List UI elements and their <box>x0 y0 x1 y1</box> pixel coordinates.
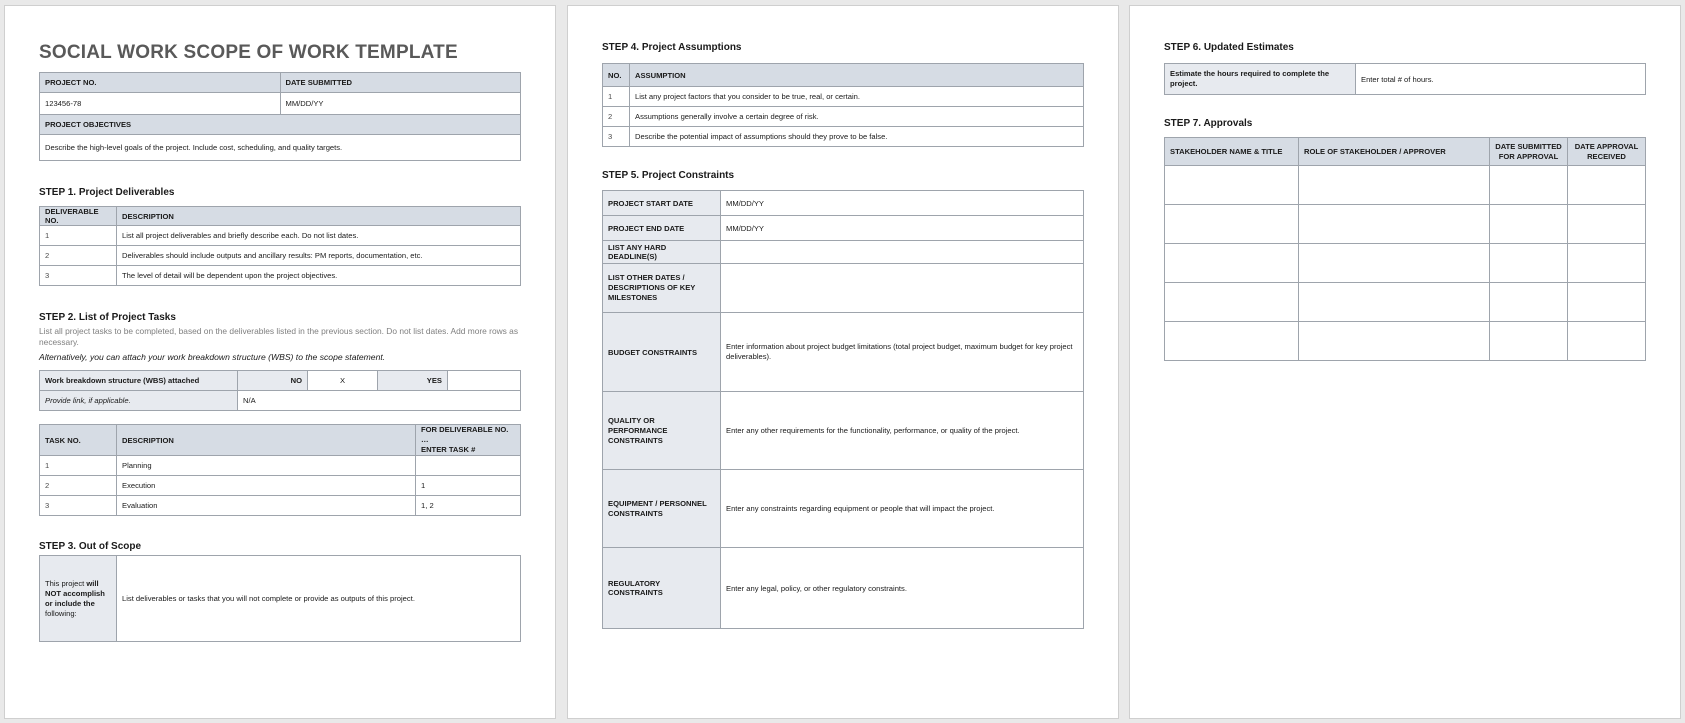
provide-link-field[interactable]: N/A <box>238 391 521 411</box>
stakeholder-name-header: STAKEHOLDER NAME & TITLE <box>1165 138 1299 166</box>
stakeholder-name-cell[interactable] <box>1165 205 1299 244</box>
budget-constraints-label: BUDGET CONSTRAINTS <box>603 313 721 392</box>
out-of-scope-label <box>40 556 117 642</box>
task-no[interactable]: 2 <box>40 476 117 496</box>
hard-deadlines-field[interactable] <box>721 241 1084 264</box>
for-deliverable-header-line2: ENTER TASK # <box>421 445 476 454</box>
page-2 <box>567 5 1119 719</box>
step7-heading: STEP 7. Approvals <box>1164 118 1253 129</box>
out-of-scope-label-b: will NOT accomplish or include the <box>45 578 105 608</box>
task-no[interactable]: 1 <box>40 456 117 476</box>
equipment-constraints-field[interactable]: Enter any constraints regarding equipment or people that will impact the project. <box>721 470 1084 548</box>
step2-instructions: List all project tasks to be completed, based on the deliverables listed in the previous section. Do not list dates. Add more rows as necessary. <box>39 326 519 347</box>
assumption-text[interactable]: Describe the potential impact of assumptions should they prove to be false. <box>630 127 1084 147</box>
task-description-header: DESCRIPTION <box>117 425 416 456</box>
date-submitted-cell[interactable] <box>1490 244 1568 283</box>
stakeholder-name-cell[interactable] <box>1165 244 1299 283</box>
date-submitted-label: DATE SUBMITTED <box>280 73 521 93</box>
deliverable-no[interactable]: 2 <box>40 246 117 266</box>
table-row <box>1165 244 1646 283</box>
equipment-constraints-label: EQUIPMENT / PERSONNEL CONSTRAINTS <box>603 470 721 548</box>
task-description[interactable]: Planning <box>117 456 416 476</box>
date-submitted-field[interactable]: MM/DD/YY <box>280 93 521 115</box>
deliverable-no-header: DELIVERABLE NO. <box>40 207 117 226</box>
date-submitted-header: DATE SUBMITTED FOR APPROVAL <box>1490 138 1568 166</box>
step4-heading: STEP 4. Project Assumptions <box>602 42 742 53</box>
table-row <box>603 127 1084 147</box>
milestones-field[interactable] <box>721 264 1084 313</box>
stakeholder-role-cell[interactable] <box>1299 244 1490 283</box>
estimate-hours-field[interactable]: Enter total # of hours. <box>1356 64 1646 95</box>
stakeholder-role-cell[interactable] <box>1299 205 1490 244</box>
assumption-no[interactable]: 3 <box>603 127 630 147</box>
assumption-text[interactable]: List any project factors that you consider to be true, real, or certain. <box>630 87 1084 107</box>
step3-heading: STEP 3. Out of Scope <box>39 541 142 552</box>
date-submitted-cell[interactable] <box>1490 283 1568 322</box>
assumption-no-header: NO. <box>603 64 630 87</box>
hard-deadlines-label: LIST ANY HARD DEADLINE(S) <box>603 241 721 264</box>
date-received-cell[interactable] <box>1568 205 1646 244</box>
deliverable-no[interactable]: 3 <box>40 266 117 286</box>
step6-heading: STEP 6. Updated Estimates <box>1164 42 1294 53</box>
project-start-date-label: PROJECT START DATE <box>603 191 721 216</box>
step1-heading: STEP 1. Project Deliverables <box>39 187 175 198</box>
project-end-date-label: PROJECT END DATE <box>603 216 721 241</box>
stakeholder-role-cell[interactable] <box>1299 322 1490 361</box>
out-of-scope-table <box>39 555 521 642</box>
table-row <box>603 87 1084 107</box>
step5-heading: STEP 5. Project Constraints <box>602 170 735 181</box>
wbs-table <box>39 370 521 411</box>
date-received-header: DATE APPROVAL RECEIVED <box>1568 138 1646 166</box>
quality-constraints-label: QUALITY OR PERFORMANCE CONSTRAINTS <box>603 392 721 470</box>
wbs-yes-label: YES <box>378 371 448 391</box>
task-description[interactable]: Evaluation <box>117 496 416 516</box>
date-received-cell[interactable] <box>1568 322 1646 361</box>
deliverable-description[interactable]: The level of detail will be dependent upon the project objectives. <box>117 266 521 286</box>
deliverable-no[interactable]: 1 <box>40 226 117 246</box>
assumptions-table <box>602 63 1084 147</box>
deliverable-description[interactable]: List all project deliverables and briefly describe each. Do not list dates. <box>117 226 521 246</box>
out-of-scope-label-c: following: <box>45 608 77 618</box>
deliverable-description[interactable]: Deliverables should include outputs and ancillary results: PM reports, documentation, etc. <box>117 246 521 266</box>
task-for-deliverable[interactable]: 1, 2 <box>416 496 521 516</box>
table-row <box>40 456 521 476</box>
table-row <box>1165 166 1646 205</box>
table-row <box>1165 322 1646 361</box>
task-for-deliverable[interactable]: 1 <box>416 476 521 496</box>
task-no-header: TASK NO. <box>40 425 117 456</box>
table-row <box>40 496 521 516</box>
deliverable-description-header: DESCRIPTION <box>117 207 521 226</box>
wbs-alternative-note: Alternatively, you can attach your work breakdown structure (WBS) to the scope statement. <box>39 352 386 362</box>
date-received-cell[interactable] <box>1568 244 1646 283</box>
stakeholder-role-cell[interactable] <box>1299 283 1490 322</box>
stakeholder-role-header: ROLE OF STAKEHOLDER / APPROVER <box>1299 138 1490 166</box>
table-row <box>1165 205 1646 244</box>
quality-constraints-field[interactable]: Enter any other requirements for the functionality, performance, or quality of the project. <box>721 392 1084 470</box>
regulatory-constraints-field[interactable]: Enter any legal, policy, or other regulatory constraints. <box>721 548 1084 629</box>
project-no-field[interactable]: 123456-78 <box>40 93 281 115</box>
out-of-scope-label-a: This project <box>45 578 87 588</box>
approvals-table <box>1164 137 1646 361</box>
wbs-attached-label: Work breakdown structure (WBS) attached <box>40 371 238 391</box>
date-received-cell[interactable] <box>1568 166 1646 205</box>
project-objectives-label: PROJECT OBJECTIVES <box>40 115 521 135</box>
document-title: SOCIAL WORK SCOPE OF WORK TEMPLATE <box>39 42 458 63</box>
assumption-no[interactable]: 1 <box>603 87 630 107</box>
table-row <box>40 266 521 286</box>
page-1 <box>4 5 556 719</box>
stakeholder-name-cell[interactable] <box>1165 322 1299 361</box>
milestones-label: LIST OTHER DATES / DESCRIPTIONS OF KEY MILESTONES <box>603 264 721 313</box>
project-start-date-field[interactable]: MM/DD/YY <box>721 191 1084 216</box>
assumption-no[interactable]: 2 <box>603 107 630 127</box>
wbs-yes-checkbox[interactable] <box>448 371 521 391</box>
stakeholder-name-cell[interactable] <box>1165 283 1299 322</box>
project-objectives-field[interactable]: Describe the high-level goals of the project. Include cost, scheduling, and quality targets. <box>40 135 521 161</box>
task-for-deliverable[interactable] <box>416 456 521 476</box>
tasks-table <box>39 424 521 516</box>
project-info-table <box>39 72 521 161</box>
task-description[interactable]: Execution <box>117 476 416 496</box>
table-row <box>40 246 521 266</box>
wbs-no-checkbox[interactable]: X <box>308 371 378 391</box>
table-row <box>603 107 1084 127</box>
page-3 <box>1129 5 1681 719</box>
provide-link-label: Provide link, if applicable. <box>40 391 238 411</box>
estimates-table <box>1164 63 1646 95</box>
table-row <box>40 476 521 496</box>
deliverables-table <box>39 206 521 286</box>
date-submitted-cell[interactable] <box>1490 322 1568 361</box>
budget-constraints-field[interactable]: Enter information about project budget limitations (total project budget, maximum budget for key project deliverables). <box>721 313 1084 392</box>
assumption-header: ASSUMPTION <box>630 64 1084 87</box>
stakeholder-name-cell[interactable] <box>1165 166 1299 205</box>
date-submitted-cell[interactable] <box>1490 166 1568 205</box>
table-row <box>40 226 521 246</box>
task-no[interactable]: 3 <box>40 496 117 516</box>
project-no-label: PROJECT NO. <box>40 73 281 93</box>
project-end-date-field[interactable]: MM/DD/YY <box>721 216 1084 241</box>
constraints-table <box>602 190 1084 629</box>
table-row <box>1165 283 1646 322</box>
date-submitted-cell[interactable] <box>1490 205 1568 244</box>
assumption-text[interactable]: Assumptions generally involve a certain degree of risk. <box>630 107 1084 127</box>
stakeholder-role-cell[interactable] <box>1299 166 1490 205</box>
step2-heading: STEP 2. List of Project Tasks <box>39 312 176 323</box>
regulatory-constraints-label: REGULATORY CONSTRAINTS <box>603 548 721 629</box>
for-deliverable-header-line1: FOR DELIVERABLE NO. … <box>421 425 509 444</box>
estimate-hours-label: Estimate the hours required to complete the project. <box>1165 64 1356 95</box>
for-deliverable-header <box>416 425 521 456</box>
date-received-cell[interactable] <box>1568 283 1646 322</box>
out-of-scope-field[interactable]: List deliverables or tasks that you will not complete or provide as outputs of this project. <box>117 556 521 642</box>
wbs-no-label: NO <box>238 371 308 391</box>
